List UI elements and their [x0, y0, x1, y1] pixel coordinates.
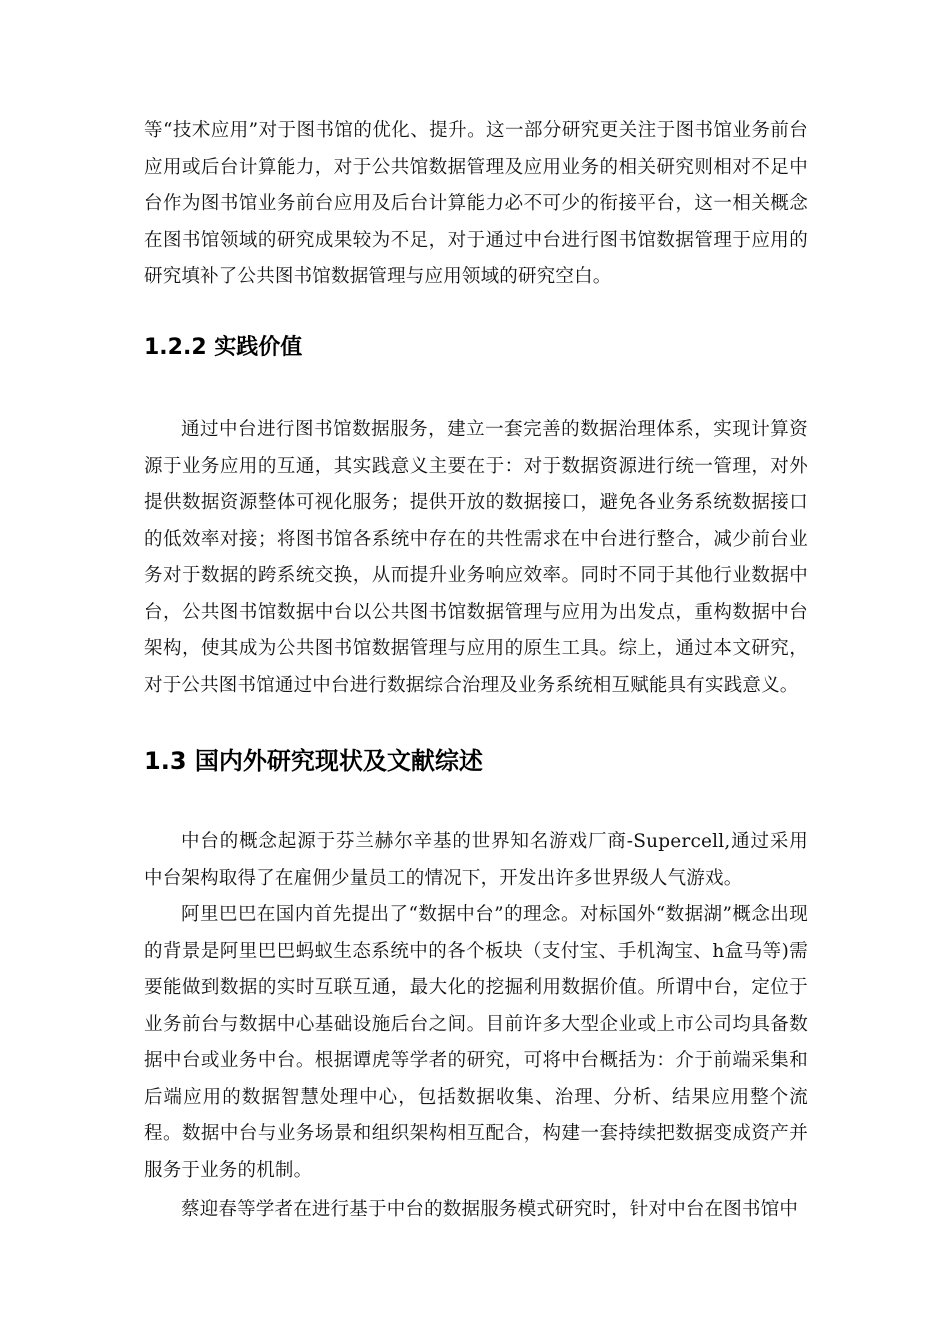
intro-paragraph: 等“技术应用”对于图书馆的优化、提升。这一部分研究更关注于图书馆业务前台应用或后台计算能力，对于公共馆数据管理及应用业务的相关研究则相对不足中台作为图书馆业务前台应用及后台计算能力必不可少的衔接平台，这一相关概念在图书馆领域的研究成果较为不足，对于通过中台进行图书馆数据管理于应用的研究填补了公共图书馆数据管理与应用领域的研究空白。 — [144, 120, 808, 287]
section-heading-1-2-2: 1.2.2 实践价值 — [144, 335, 303, 360]
research-paragraph-2: 阿里巴巴在国内首先提出了“数据中台”的理念。对标国外“数据湖”概念出现的背景是阿里巴巴蚂蚁生态系统中的各个板块（支付宝、手机淘宝、h盒马等)需要能做到数据的实时互联互通，最大化的挖掘利用数据价值。所谓中台，定位于业务前台与数据中心基础设施后台之间。目前许多大型企业或上市公司均具备数据中台或业务中台。根据谭虎等学者的研究，可将中台概括为：介于前端采集和后端应用的数据智慧处理中心，包括数据收集、治理、分析、结果应用整个流程。数据中台与业务场景和组织架构相互配合，构建一套持续把数据变成资产并服务于业务的机制。 — [144, 904, 808, 1181]
practice-value-paragraph: 通过中台进行图书馆数据服务，建立一套完善的数据治理体系，实现计算资源于业务应用的互通，其实践意义主要在于：对于数据资源进行统一管理，对外提供数据资源整体可视化服务；提供开放的数据接口，避免各业务系统数据接口的低效率对接；将图书馆各系统中存在的共性需求在中台进行整合，减少前台业务对于数据的跨系统交换，从而提升业务响应效率。同时不同于其他行业数据中台，公共图书馆数据中台以公共图书馆数据管理与应用为出发点，重构数据中台架构，使其成为公共图书馆数据管理与应用的原生工具。综上，通过本文研究，对于公共图书馆通过中台进行数据综合治理及业务系统相互赋能具有实践意义。 — [144, 419, 808, 696]
research-paragraph-1: 中台的概念起源于芬兰赫尔辛基的世界知名游戏厂商-Supercell,通过采用中台架构取得了在雇佣少量员工的情况下，开发出许多世界级人气游戏。 — [144, 831, 808, 889]
section-heading-1-3: 1.3 国内外研究现状及文献综述 — [144, 747, 483, 775]
research-paragraph-3: 蔡迎春等学者在进行基于中台的数据服务模式研究时，针对中台在图书馆中 — [181, 1199, 799, 1220]
